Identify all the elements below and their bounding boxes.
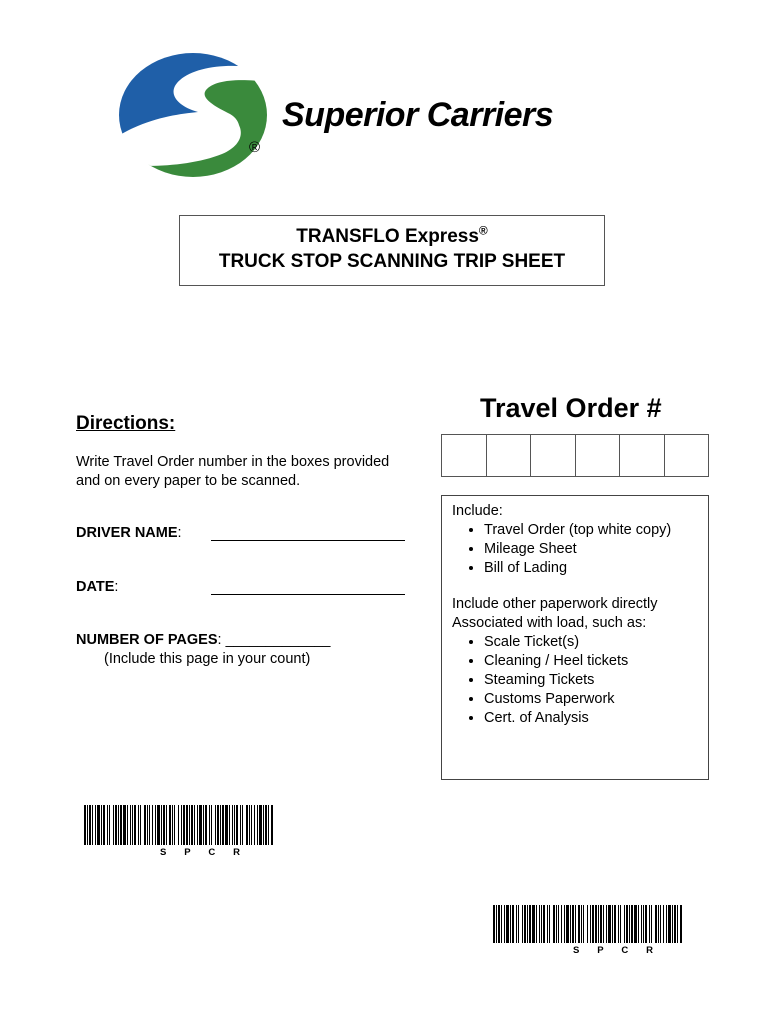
barcode-bar: [529, 905, 531, 943]
barcode-bar: [194, 805, 195, 845]
travel-order-digit-box[interactable]: [487, 435, 532, 476]
barcode-bar: [251, 805, 252, 845]
number-of-pages-label: NUMBER OF PAGES: _____________: [76, 632, 331, 648]
barcode-bar: [240, 805, 241, 845]
header-registered-mark: ®: [478, 223, 488, 238]
barcode-bar: [172, 805, 173, 845]
barcode-bar: [532, 905, 535, 943]
barcode-bar: [660, 905, 661, 943]
barcode-bar: [225, 805, 228, 845]
header-title-box: [179, 215, 605, 286]
barcode-bar: [215, 805, 216, 845]
barcode-bar: [189, 805, 190, 845]
barcode-bar: [496, 905, 497, 943]
barcode-bar: [566, 905, 569, 943]
barcode-bar: [592, 905, 594, 943]
include-other-item: • Steaming Tickets: [484, 671, 698, 690]
barcode-bar: [663, 905, 664, 943]
barcode-bar: [504, 905, 505, 943]
barcode-bar: [668, 905, 671, 943]
include-other-item: • Customs Paperwork: [484, 690, 698, 709]
barcode-bar: [677, 905, 678, 943]
barcode-bar: [561, 905, 562, 943]
barcode-bar: [624, 905, 625, 943]
barcode-bar: [645, 905, 647, 943]
barcode-bar: [631, 905, 633, 943]
barcode-bar: [95, 805, 96, 845]
barcode-bar: [268, 805, 269, 845]
barcode-bar: [493, 905, 495, 943]
barcode-bar: [556, 905, 557, 943]
barcode-bar: [587, 905, 588, 943]
barcode-bar: [575, 905, 576, 943]
barcode-bar: [101, 805, 102, 845]
include-heading: Include:: [452, 503, 503, 519]
barcode-bar: [570, 905, 571, 943]
barcode-bar: [157, 805, 160, 845]
barcode-bar: [674, 905, 676, 943]
barcode-bar: [217, 805, 219, 845]
barcode-bar: [524, 905, 526, 943]
barcode-bar: [583, 905, 584, 943]
barcode-bar: [257, 805, 258, 845]
barcode-bar: [543, 905, 545, 943]
barcode-bar: [516, 905, 517, 943]
barcode-bar: [183, 805, 185, 845]
barcode-bar: [229, 805, 230, 845]
include-other-item: • Scale Ticket(s): [484, 633, 698, 652]
barcode-bar: [680, 905, 682, 943]
barcode-bar: [130, 805, 131, 845]
barcode-bar: [87, 805, 88, 845]
barcode-bar: [600, 905, 602, 943]
barcode-bar: [590, 905, 591, 943]
barcode-bar: [595, 905, 597, 943]
barcode-bar: [220, 805, 221, 845]
include-other-item: • Cert. of Analysis: [484, 709, 698, 728]
include-item: • Travel Order (top white copy): [484, 521, 698, 540]
barcode-bar: [626, 905, 628, 943]
barcode-bar: [191, 805, 193, 845]
barcode-bar: [666, 905, 667, 943]
barcode-bar: [211, 805, 212, 845]
barcode-bar: [512, 905, 514, 943]
barcode-bar: [140, 805, 141, 845]
barcode-bar: [612, 905, 613, 943]
barcode-bar: [84, 805, 86, 845]
barcode-bar: [134, 805, 136, 845]
barcode-bar: [249, 805, 250, 845]
barcode-bar: [144, 805, 146, 845]
barcode-bar: [123, 805, 126, 845]
registered-mark: ®: [249, 139, 261, 156]
barcode-bar: [641, 905, 642, 943]
barcode-bar: [205, 805, 207, 845]
directions-title: Directions:: [76, 413, 176, 434]
barcode-bar: [92, 805, 93, 845]
barcode-bar: [103, 805, 105, 845]
barcode-bar: [186, 805, 188, 845]
barcode-bar: [109, 805, 110, 845]
barcode-bar: [115, 805, 117, 845]
barcode-bar: [518, 905, 519, 943]
barcode-bar: [271, 805, 273, 845]
barcode-bar: [232, 805, 233, 845]
barcode-bar: [138, 805, 139, 845]
barcode-bar: [564, 905, 565, 943]
barcode-bar: [498, 905, 500, 943]
barcode-bar: [222, 805, 224, 845]
barcode-bar: [553, 905, 555, 943]
include-box: [441, 495, 709, 780]
barcode-bar: [651, 905, 652, 943]
barcode-bar: [236, 805, 238, 845]
barcode-bar: [161, 805, 162, 845]
barcode-bar: [181, 805, 182, 845]
barcode-bar: [246, 805, 248, 845]
barcode-bar: [174, 805, 175, 845]
travel-order-title: Travel Order #: [480, 393, 662, 423]
barcode-letters: S P C R: [573, 945, 653, 956]
barcode-letters: S P C R: [160, 847, 240, 858]
barcode-bar: [155, 805, 156, 845]
barcode-bar: [120, 805, 122, 845]
barcode-bar: [649, 905, 650, 943]
barcode-bar: [152, 805, 153, 845]
barcode-bar: [539, 905, 540, 943]
barcode-bar: [536, 905, 537, 943]
barcode-bar: [199, 805, 202, 845]
barcode-bar: [259, 805, 262, 845]
travel-order-digit-box[interactable]: [665, 435, 709, 476]
barcode-bar: [572, 905, 574, 943]
superior-carriers-logo-icon: [118, 52, 268, 178]
barcode-bars: [84, 805, 274, 845]
barcode-bar: [254, 805, 255, 845]
barcode-bar: [629, 905, 630, 943]
include-item: • Bill of Lading: [484, 559, 698, 578]
barcode-bar: [118, 805, 119, 845]
driver-name-field[interactable]: [211, 540, 405, 541]
barcode-bar: [197, 805, 198, 845]
barcode-bar: [107, 805, 108, 845]
travel-order-digit-box[interactable]: [620, 435, 665, 476]
barcode-bar: [510, 905, 511, 943]
barcode-bar: [558, 905, 559, 943]
barcode-bar: [178, 805, 179, 845]
barcode-bar: [581, 905, 582, 943]
barcode-bar: [643, 905, 644, 943]
barcode-bar: [634, 905, 637, 943]
barcode-bar: [263, 805, 264, 845]
barcode-bar: [608, 905, 611, 943]
barcode-bar: [658, 905, 659, 943]
date-field[interactable]: [211, 594, 405, 595]
barcode-bar: [655, 905, 657, 943]
barcode-bar: [620, 905, 621, 943]
barcode-bar: [541, 905, 542, 943]
travel-order-digit-box[interactable]: [576, 435, 621, 476]
barcode-bar: [209, 805, 210, 845]
barcode-bar: [127, 805, 128, 845]
header-line1: TRANSFLO Express: [296, 226, 479, 247]
barcode-bar: [501, 905, 502, 943]
barcode-bars: [493, 905, 685, 943]
driver-name-label: DRIVER NAME:: [76, 525, 182, 541]
barcode-bar: [89, 805, 91, 845]
barcode-bar: [203, 805, 204, 845]
barcode-1: [84, 805, 274, 858]
barcode-bar: [527, 905, 528, 943]
barcode-bar: [522, 905, 523, 943]
include-other-item: • Cleaning / Heel tickets: [484, 652, 698, 671]
travel-order-digit-box[interactable]: [531, 435, 576, 476]
barcode-bar: [149, 805, 150, 845]
barcode-bar: [606, 905, 607, 943]
company-name: Superior Carriers: [282, 96, 554, 134]
barcode-bar: [578, 905, 580, 943]
travel-order-boxes: [441, 434, 709, 477]
include-other-line1: Include other paperwork directly: [452, 596, 658, 612]
header-line2: TRUCK STOP SCANNING TRIP SHEET: [218, 251, 566, 272]
include-other-line2: Associated with load, such as:: [452, 615, 647, 631]
barcode-2: [493, 905, 685, 956]
barcode-bar: [166, 805, 167, 845]
barcode-bar: [618, 905, 619, 943]
barcode-bar: [614, 905, 616, 943]
barcode-bar: [549, 905, 550, 943]
barcode-bar: [113, 805, 114, 845]
barcode-bar: [265, 805, 267, 845]
date-label: DATE:: [76, 579, 119, 595]
barcode-bar: [598, 905, 599, 943]
barcode-bar: [506, 905, 509, 943]
barcode-bar: [97, 805, 100, 845]
barcode-bar: [147, 805, 148, 845]
include-item: • Mileage Sheet: [484, 540, 698, 559]
barcode-bar: [672, 905, 673, 943]
number-of-pages-field[interactable]: _____________: [225, 632, 331, 648]
barcode-bar: [163, 805, 165, 845]
barcode-bar: [638, 905, 639, 943]
directions-text: Write Travel Order number in the boxes provided and on every paper to be scanned.: [76, 454, 390, 489]
barcode-bar: [132, 805, 133, 845]
travel-order-digit-box[interactable]: [442, 435, 487, 476]
pages-note: (Include this page in your count): [104, 651, 311, 667]
barcode-bar: [234, 805, 235, 845]
barcode-bar: [169, 805, 171, 845]
barcode-bar: [547, 905, 548, 943]
barcode-bar: [242, 805, 243, 845]
barcode-bar: [603, 905, 604, 943]
